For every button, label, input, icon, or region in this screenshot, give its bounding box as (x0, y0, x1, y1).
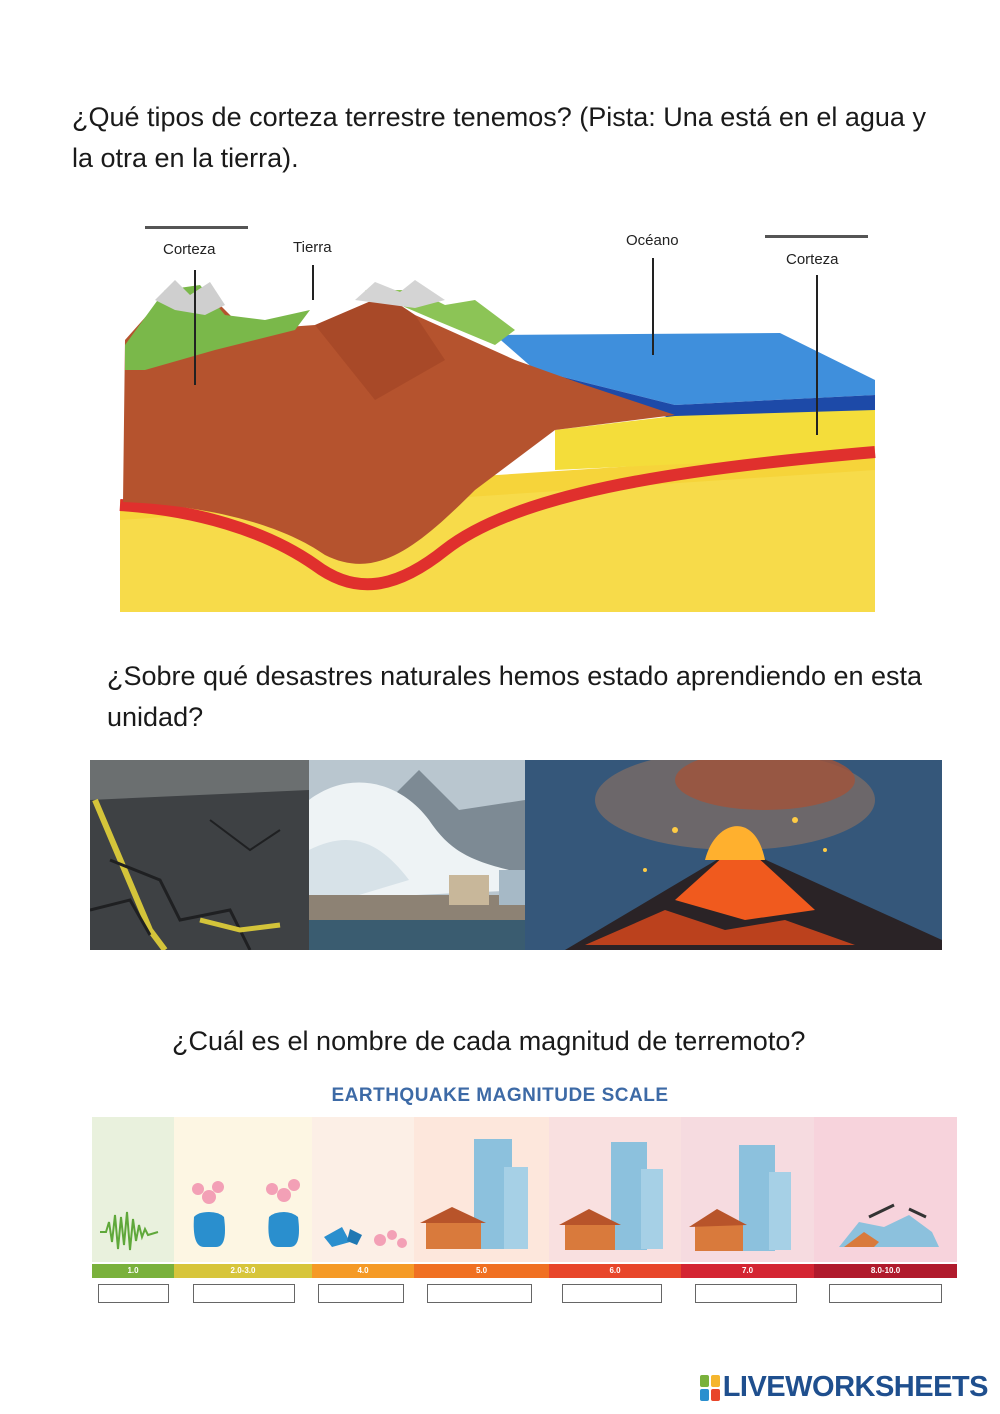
volcano-eruption-icon (525, 760, 942, 950)
scale-bar-5: 6.0 (549, 1264, 681, 1278)
liveworksheets-logo (700, 1371, 988, 1404)
earthquake-magnitude-scale (92, 1117, 957, 1307)
label-tierra: Tierra (293, 239, 332, 256)
question-crust-types: ¿Qué tipos de corteza terrestre tenemos? (Pista: Una está en el agua y la otra en la tierra). (72, 102, 926, 173)
answer-box-5[interactable] (562, 1284, 662, 1303)
seismic-wave-icon (92, 1117, 174, 1262)
scale-segment-6 (681, 1117, 814, 1262)
answer-box-1[interactable] (98, 1284, 169, 1303)
magnitude-scale-title: EARTHQUAKE MAGNITUDE SCALE (331, 1085, 669, 1106)
label-corteza-left: Corteza (163, 241, 216, 258)
question-natural-disasters: ¿Sobre qué desastres naturales hemos estado aprendiendo en esta unidad? (107, 661, 923, 732)
earth-crust-diagram (115, 220, 880, 615)
scale-segment-7 (814, 1117, 957, 1262)
shaking-buildings-icon (549, 1117, 681, 1262)
scale-bar-7: 8.0-10.0 (814, 1264, 957, 1278)
liveworksheets-brand-text: LIVEWORKSHEETS (722, 1371, 988, 1403)
answer-line-left[interactable] (145, 226, 248, 229)
buildings-icon (414, 1117, 549, 1262)
scale-bar-3: 4.0 (312, 1264, 414, 1278)
scale-segment-2 (174, 1117, 312, 1262)
earthquake-cracked-road-icon (90, 760, 309, 950)
scale-bar-4: 5.0 (414, 1264, 549, 1278)
answer-box-4[interactable] (427, 1284, 532, 1303)
damaged-buildings-icon (681, 1117, 814, 1262)
answer-line-right[interactable] (765, 235, 868, 238)
scale-segment-3 (312, 1117, 414, 1262)
scale-segment-4 (414, 1117, 549, 1262)
liveworksheets-logo-icon (700, 1375, 720, 1401)
rubble-icon (814, 1117, 957, 1262)
crust-cross-section-illustration (115, 220, 880, 615)
vase-flowers-icon (174, 1117, 312, 1262)
question-magnitude-names: ¿Cuál es el nombre de cada magnitud de terremoto? (172, 1026, 806, 1056)
label-corteza-right: Corteza (786, 251, 839, 268)
label-oceano: Océano (626, 232, 679, 249)
answer-box-7[interactable] (829, 1284, 942, 1303)
answer-box-6[interactable] (695, 1284, 797, 1303)
scale-bar-6: 7.0 (681, 1264, 814, 1278)
disaster-photos (90, 760, 942, 950)
broken-vase-icon (312, 1117, 414, 1262)
answer-box-2[interactable] (193, 1284, 295, 1303)
scale-segment-5 (549, 1117, 681, 1262)
scale-bar-1: 1.0 (92, 1264, 174, 1278)
scale-segment-1 (92, 1117, 174, 1262)
answer-box-3[interactable] (318, 1284, 404, 1303)
tsunami-wave-icon (309, 760, 525, 950)
scale-bar-2: 2.0-3.0 (174, 1264, 312, 1278)
